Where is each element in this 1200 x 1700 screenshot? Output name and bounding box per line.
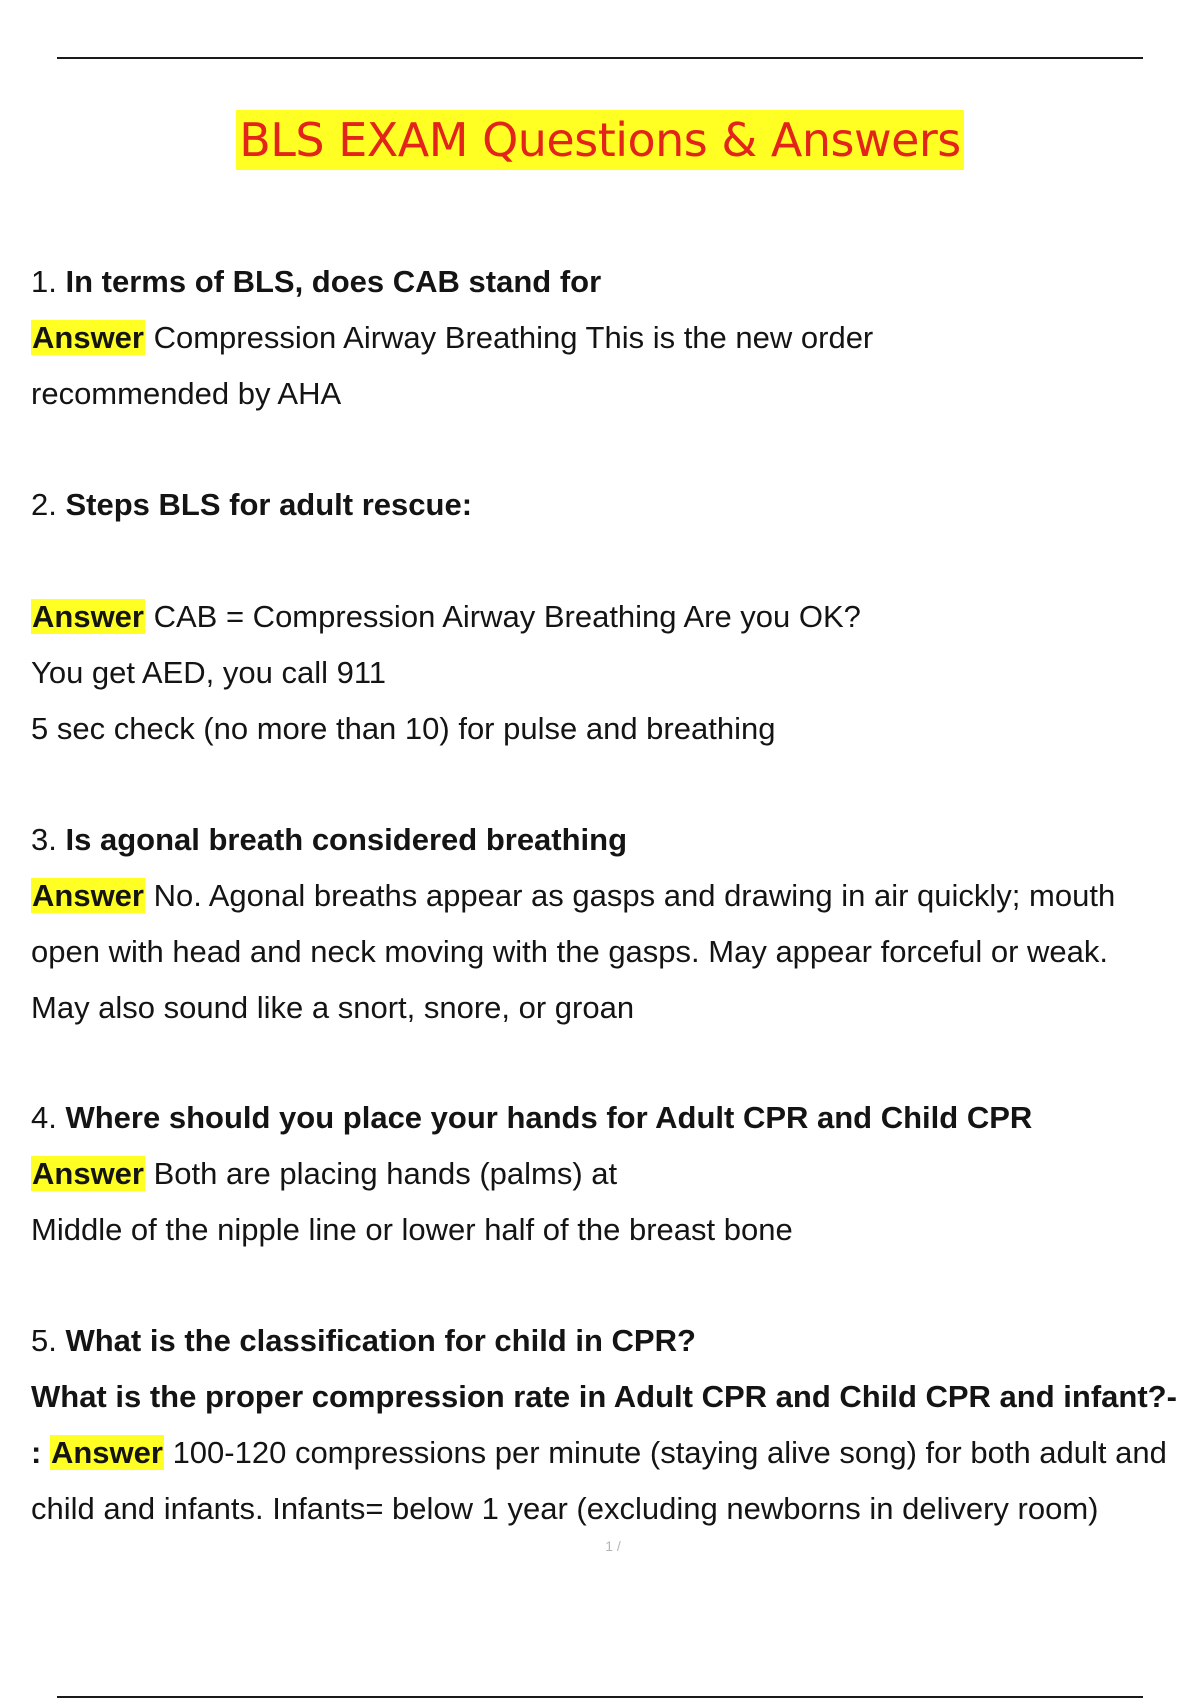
answer-line [31,1146,1032,1202]
answer-text: Both are placing hands (palms) at [153,1156,618,1191]
answer-line [31,868,1115,924]
answer-text: Compression Airway Breathing This is the new order [153,320,874,355]
answer-text: 100-120 compressions per minute (staying alive song) for both adult and [172,1435,1167,1470]
question-text: Where should you place your hands for Adult CPR and Child CPR [65,1100,1033,1135]
question-text: Is agonal breath considered breathing [65,822,628,857]
question-text: What is the classification for child in CPR? [65,1323,696,1358]
answer-label: Answer [32,599,144,634]
question-line-2 [31,1369,1177,1425]
question [31,254,873,310]
answer-text: No. Agonal breaths appear as gasps and drawing in air quickly; mouth [153,878,1116,913]
document-title: BLS EXAM Questions & Answers [236,110,964,170]
title-block [0,110,1200,170]
question-number: 2. [31,487,57,522]
answer-line: child and infants. Infants= below 1 year (excluding newborns in delivery room) [31,1491,1099,1526]
answer-line: You get AED, you call 911 [31,655,387,690]
question-number: 1. [31,264,57,299]
bottom-rule [57,1696,1143,1698]
answer-label: Answer [50,1435,163,1470]
top-rule [57,57,1143,59]
answer-line: 5 sec check (no more than 10) for pulse and breathing [31,711,776,746]
question [31,812,1115,868]
answer-line [31,1425,1177,1481]
question-text: Steps BLS for adult rescue: [65,487,473,522]
qa-item-1 [31,254,873,422]
page-number: 1 / [605,1538,621,1554]
question-number: 4. [31,1100,57,1135]
question-number: 3. [31,822,57,857]
answer-label: Answer [32,878,144,913]
answer-label: Answer [32,320,144,355]
question [31,1313,1177,1369]
answer-label: Answer [32,1156,144,1191]
answer-line [31,589,861,645]
answer-line: recommended by AHA [31,376,342,411]
qa-item-3 [31,812,1115,1036]
answer-line: May also sound like a snort, snore, or groan [31,990,635,1025]
answer-line: open with head and neck moving with the gasps. May appear forceful or weak. [31,934,1109,969]
qa-item-4 [31,1090,1032,1258]
question [31,477,472,533]
qa-item-2-answer [31,589,861,757]
question [31,1090,1032,1146]
answer-text: CAB = Compression Airway Breathing Are you OK? [153,599,861,634]
qa-item-5 [31,1313,1177,1537]
qa-item-2 [31,477,472,533]
question-text: What is the proper compression rate in Adult CPR and Child CPR and infant?- [31,1379,1177,1414]
answer-line [31,310,873,366]
answer-prefix: : [31,1435,42,1470]
question-number: 5. [31,1323,57,1358]
answer-line: Middle of the nipple line or lower half of the breast bone [31,1212,793,1247]
question-text: In terms of BLS, does CAB stand for [65,264,602,299]
